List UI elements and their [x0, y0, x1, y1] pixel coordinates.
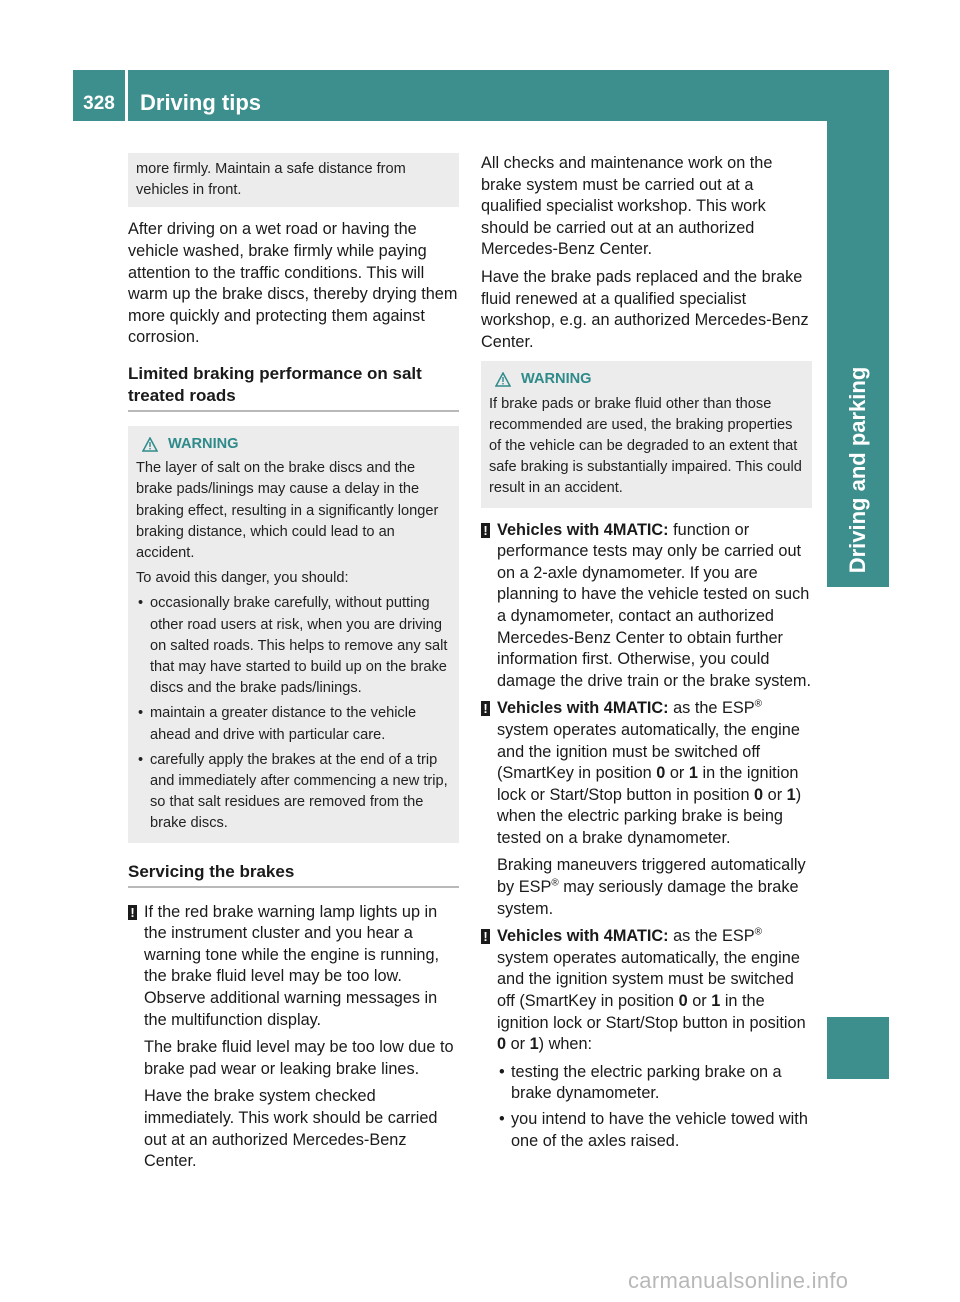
warning-header [136, 434, 451, 455]
notice-text: Braking maneuvers triggered automatically by ESP® may seriously damage the brake system. [497, 856, 806, 918]
avoid-intro: To avoid this danger, you should: [136, 570, 349, 587]
chapter-tab-label: Driving and parking [845, 366, 870, 574]
list-item: • you intend to have the vehicle towed with one of the axles raised. [499, 1110, 808, 1150]
right-column [481, 153, 812, 1158]
notice-4matic-esp-parking-brake [481, 698, 812, 920]
warning-text: If brake pads or brake fluid other than those recommended are used, the braking properties of the vehicle can be degraded to an extent that safe braking is substantially impaired. This could result in an accident. [489, 395, 802, 497]
notice-exclamation-icon: ! [128, 905, 137, 920]
notice-text: If the red brake warning lamp lights up in the instrument cluster and you hear a warning tone while the engine is running, the brake fluid level may be too low. Observe additional warning messages in the multifunction display. [144, 902, 440, 1029]
left-column [128, 153, 459, 1179]
warning-triangle-icon [495, 372, 511, 387]
list-item: • occasionally brake carefully, without putting other road users at risk, when you are driving on salted roads. This helps to remove any salt that may have started to build up on the brake discs and the brake pads/linings. [138, 595, 448, 697]
paragraph-wet-road: After driving on a wet road or having the vehicle washed, brake firmly while paying attention to the traffic conditions. This will warm up the brake discs, thereby drying them more quickly and protecting them against corrosion. [128, 220, 458, 347]
notice-4matic-dynamometer [481, 520, 812, 693]
notice-4matic-esp-towing [481, 926, 812, 1152]
watermark: carmanualsonline.info [628, 1268, 849, 1293]
notice-text: Vehicles with 4MATIC: function or performance tests may only be carried out on a 2-axle dynamometer. If you are planning to have the vehicle tested on such a dynamometer, contact an authorized Mercedes-Benz Center to obtain further information first. Otherwise, you could damage the drive train or the brake system. [497, 520, 812, 690]
paragraph-checks: All checks and maintenance work on the brake system must be carried out at a qualified specialist workshop. This work should be carried out at an authorized Mercedes-Benz Center. [481, 154, 773, 259]
warning-triangle-icon [142, 437, 158, 452]
list-item: • testing the electric parking brake on a brake dynamometer. [499, 1062, 782, 1103]
warning-text: The layer of salt on the brake discs and the brake pads/linings may cause a delay in the braking effect, resulting in a significantly longer braking distance, which could lead to an accident. [136, 460, 439, 561]
warning-box-salt [128, 426, 459, 843]
notice-exclamation-icon: ! [481, 701, 490, 716]
header-divider [125, 70, 128, 121]
continued-warning-box [128, 153, 459, 207]
warning-label: WARNING [168, 435, 239, 452]
heading-salt-roads: Limited braking performance on salt treated roads [128, 363, 459, 412]
page-title: Driving tips [140, 90, 262, 115]
list-item: • maintain a greater distance to the vehicle ahead and drive with particular care. [138, 705, 417, 743]
notice-brake-lamp [128, 902, 459, 1173]
paragraph-pads: Have the brake pads replaced and the brake fluid renewed at a qualified specialist workshop, e.g. an authorized Mercedes-Benz Center. [481, 267, 809, 351]
list-item: • carefully apply the brakes at the end of a trip and immediately after commencing a new trip, so that salt residues are removed from the brake discs. [138, 751, 448, 832]
heading-servicing: Servicing the brakes [128, 861, 459, 888]
notice-exclamation-icon: ! [481, 929, 490, 944]
continued-warning-text: more firmly. Maintain a safe distance from vehicles in front. [136, 161, 406, 199]
warning-header [489, 369, 804, 390]
notice-text: Have the brake system checked immediately. This work should be carried out at an authorized Mercedes-Benz Center. [144, 1087, 438, 1171]
notice-text: Vehicles with 4MATIC: as the ESP® system operates automatically, the engine and the ignition must be switched off (SmartKey in position 0 or 1 in the ignition lock or Start/Stop button in position 0 or 1) when the electric parking brake is being tested on a brake dynamometer. [497, 698, 802, 847]
notice-text: The brake fluid level may be too low due to brake pad wear or leaking brake lines. [144, 1038, 454, 1078]
side-marker [827, 1017, 889, 1079]
notice-text: Vehicles with 4MATIC: as the ESP® system operates automatically, the engine and the ignition system must be switched off (SmartKey in position 0 or 1 in the ignition lock or Start/Stop button in position 0 or 1) when: [497, 926, 806, 1054]
warning-box-pads [481, 361, 812, 507]
warning-label: WARNING [521, 371, 592, 388]
notice-exclamation-icon: ! [481, 523, 490, 538]
page-number: 328 [83, 93, 115, 114]
